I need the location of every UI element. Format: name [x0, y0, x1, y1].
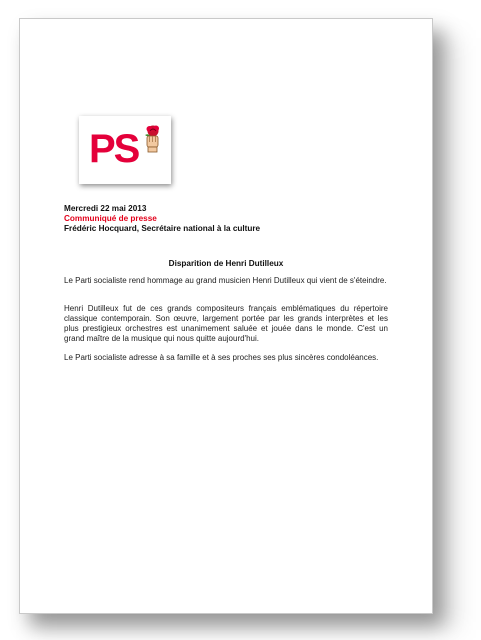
- header-block: [64, 204, 260, 234]
- ps-logo: [79, 116, 171, 184]
- paragraph: Le Parti socialiste adresse à sa famille et à ses proches ses plus sincères condoléances.: [64, 353, 379, 362]
- paragraph: Le Parti socialiste rend hommage au grand musicien Henri Dutilleux qui vient de s'éteindre.: [64, 276, 387, 285]
- document-page: [19, 18, 433, 614]
- paragraph: Henri Dutilleux fut de ces grands compositeurs français emblématiques du répertoire classique contemporain. Son œuvre, largement portée par les grands interprètes et les plus prestigieux orchestres est unanimement saluée et jouée dans le monde. C'est un grand maître de la musique qui nous quitte aujourd'hui.: [64, 304, 388, 343]
- author-line: Frédéric Hocquard, Secrétaire national à la culture: [64, 224, 261, 233]
- document-title: Disparition de Henri Dutilleux: [168, 259, 284, 268]
- rose-fist-icon: [141, 124, 165, 154]
- release-date: Mercredi 22 mai 2013: [64, 204, 147, 213]
- logo-text: PS: [89, 127, 139, 171]
- release-type: Communiqué de presse: [64, 214, 157, 223]
